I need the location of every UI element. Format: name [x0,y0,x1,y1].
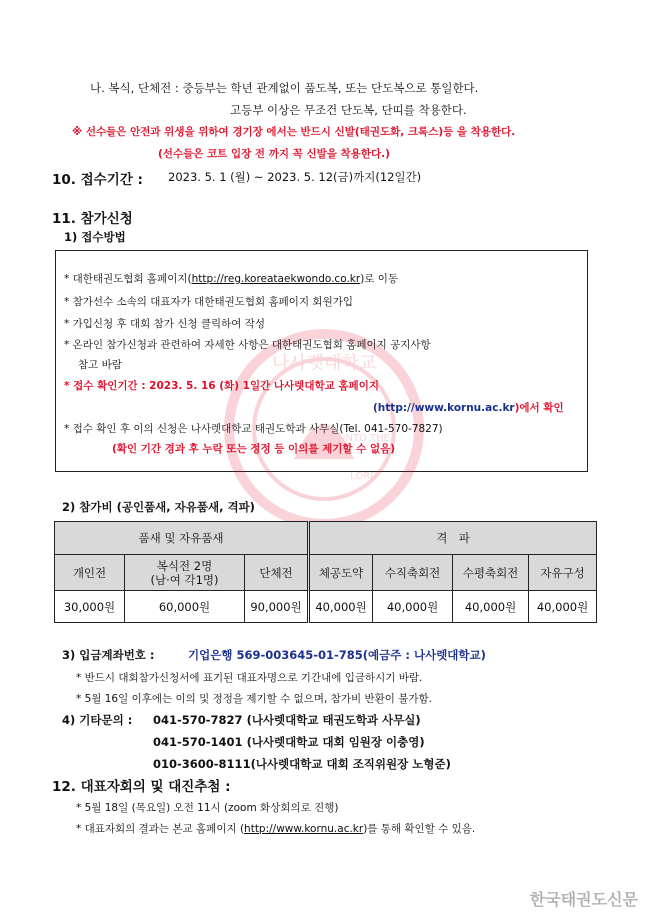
fee-table [54,521,597,623]
fee-value-individual: 30,000원 [55,591,125,623]
method-item-4: * 온라인 참가신청과 관련하여 자세한 사항은 대한태권도협회 홈페이지 공지사항 [64,339,431,351]
fee-value-vertical-spin: 40,000원 [373,591,453,623]
method-item-6: * 접수 확인 후 이의 신청은 나사렛대학교 태권도학과 사무실(Tel. 041-570-7827) [64,423,443,435]
method-item-3: * 가입신청 후 대회 참가 신청 클릭하여 작성 [64,318,266,330]
fee-header-horizontal-spin: 수평축회전 [453,555,529,591]
method-item-4-cont: 참고 바람 [78,359,122,371]
account-label: 3) 입금계좌번호 : [62,648,155,662]
fee-header-vertical-spin: 수직축회전 [373,555,453,591]
section-10-label: 10. 접수기간 : [52,172,143,188]
fee-header-individual: 개인전 [55,555,125,591]
sub-1-title: 1) 접수방법 [64,230,126,244]
emblem-text-mid: UNTO THE [338,433,390,444]
contact-line-3: 010-3600-8111(나사렛대학교 대회 조직위원장 노형준) [153,757,451,771]
uniform-line-1: 나. 복식, 단체전 : 중등부는 학년 관계없이 품도복, 또는 단도복으로 통일한다. [90,81,479,95]
fee-value-pair: 60,000원 [125,591,245,623]
section-12-title: 12. 대표자회의 및 대진추첨 : [52,779,231,795]
fee-group-breaking: 격 파 [309,522,597,555]
kornu-homepage-link[interactable]: http://www.kornu.ac.kr [244,823,364,835]
account-note-2: * 5월 16일 이후에는 이의 및 정정을 제기할 수 없으며, 참가비 반환이 불가함. [76,693,433,705]
meeting-item-2: * 대표자회의 결과는 본교 홈페이지 (http://www.kornu.ac.kr)를 통해 확인할 수 있음. [76,823,476,835]
fee-header-freestyle: 자유구성 [529,555,597,591]
method-item-2: * 참가선수 소속의 대표자가 대한태권도협회 홈페이지 회원가입 [64,296,353,308]
uniform-line-2: 고등부 이상은 무조건 단도복, 단띠를 착용한다. [230,103,467,117]
fee-value-horizontal-spin: 40,000원 [453,591,529,623]
contact-line-2: 041-570-1401 (나사렛대학교 대회 임원장 이충영) [153,735,425,749]
application-method-box [55,250,588,482]
newspaper-logo: 한국태권도신문 [529,890,638,909]
account-value: 기업은행 569-003645-01-785(예금주 : 나사렛대학교) [188,648,486,662]
fee-value-jump: 40,000원 [309,591,373,623]
fee-value-freestyle: 40,000원 [529,591,597,623]
method-item-5: * 접수 확인기간 : 2023. 5. 16 (화) 1일간 나사렛대학교 홈페이지 [64,380,379,392]
method-item-5-link-line: (http://www.kornu.ac.kr)에서 확인 [373,402,564,414]
fee-value-team: 90,000원 [245,591,309,623]
kornu-link[interactable]: (http://www.kornu.ac.kr [373,402,515,414]
fee-group-poomsae: 품새 및 자유품새 [55,522,309,555]
fee-header-team: 단체전 [245,555,309,591]
method-item-7: (확인 기간 경과 후 누락 또는 정정 등 이의를 제기할 수 없음) [112,443,396,455]
emblem-text-low: LORD [350,471,378,482]
method-item-1: * 대한태권도협회 홈페이지(http://reg.koreataekwondo.co.kr)로 이동 [64,273,399,285]
section-10-period: 2023. 5. 1 (월) ~ 2023. 5. 12(금)까지(12일간) [168,170,422,184]
emblem-text-top: 나사렛대학교 [271,353,377,374]
fee-header-pair-line2: (남·여 각1명) [150,572,219,587]
kta-link[interactable]: http://reg.koreataekwondo.co.kr [191,273,361,285]
fee-header-pair-line1: 복식전 2명 [156,558,213,573]
contact-line-1: 041-570-7827 (나사렛대학교 태권도학과 사무실) [153,713,421,727]
section-11-title: 11. 참가신청 [52,211,133,227]
sub-2-title: 2) 참가비 (공인품새, 자유품새, 격파) [62,500,255,514]
fee-header-pair [125,555,245,591]
shoe-notice-sub: (선수들은 코트 입장 전 까지 꼭 신발을 착용한다.) [158,148,390,160]
contact-label: 4) 기타문의 : [62,713,133,727]
shoe-notice: ※ 선수들은 안전과 위생을 위하여 경기장 에서는 반드시 신발(태권도화, 크록스)등 을 착용한다. [72,126,516,138]
meeting-item-1: * 5월 18일 (목요일) 오전 11시 (zoom 화상회의로 진행) [76,802,339,814]
account-note-1: * 반드시 대회참가신청서에 표기된 대표자명으로 기간내에 입금하시기 바람. [76,672,423,684]
fee-header-jump: 체공도약 [309,555,373,591]
